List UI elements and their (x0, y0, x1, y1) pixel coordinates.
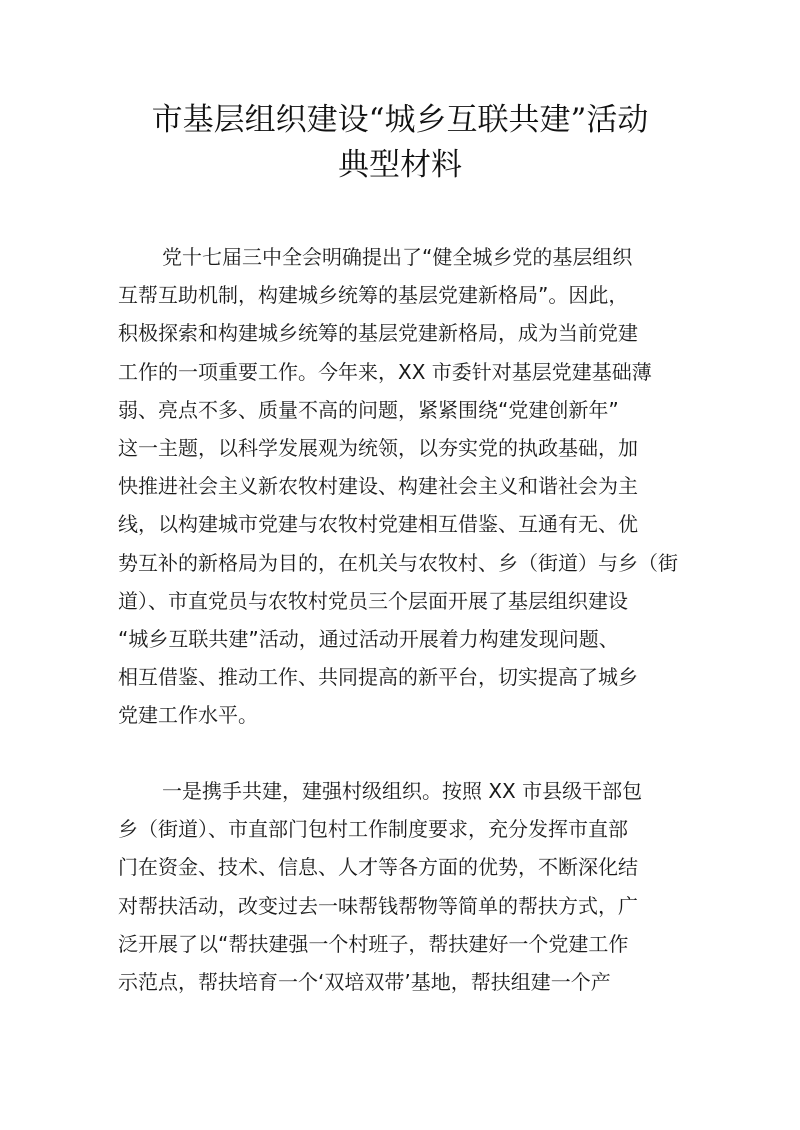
paragraph-line: 道）、市直党员与农牧村党员三个层面开展了基层组织建设 (118, 588, 628, 613)
paragraph-line: “城乡互联共建”活动，通过活动开展着力构建发现问题、 (118, 626, 619, 651)
paragraph-line: 对帮扶活动，改变过去一味帮钱帮物等简单的帮扶方式，广 (118, 893, 638, 918)
paragraph-line: 门在资金、技术、信息、人才等各方面的优势，不断深化结 (118, 855, 638, 880)
paragraph-line: 党十七届三中全会明确提出了“健全城乡党的基层组织 (162, 245, 633, 269)
paragraph-line: 乡（街道）、市直部门包村工作制度要求，充分发挥市直部 (118, 817, 628, 842)
paragraph-line: 快推进社会主义新农牧村建设、构建社会主义和谐社会为主 (118, 474, 638, 499)
paragraph-line: 这一主题，以科学发展观为统领，以夯实党的执政基础，加 (118, 435, 638, 460)
paragraph-line: 工作的一项重要工作。今年来，XX 市委针对基层党建基础薄 (118, 359, 652, 384)
paragraph-line: 积极探索和构建城乡统筹的基层党建新格局，成为当前党建 (118, 321, 638, 346)
paragraph-line: 泛开展了以“帮扶建强一个村班子，帮扶建好一个党建工作 (118, 931, 629, 956)
document-title-line-2: 典型材料 (338, 147, 462, 183)
document-title-line-1: 市基层组织建设“城乡互联共建”活动 (151, 102, 649, 138)
paragraph-line: 势互补的新格局为目的，在机关与农牧村、乡（街道）与乡（街 (118, 550, 678, 575)
paragraph-line: 党建工作水平。 (118, 703, 258, 728)
paragraph-line: 一是携手共建，建强村级组织。按照 XX 市县级干部包 (162, 779, 643, 803)
paragraph-line: 互帮互助机制，构建城乡统筹的基层党建新格局”。因此， (118, 283, 629, 308)
paragraph-1 (118, 238, 682, 734)
paragraph-2 (118, 772, 682, 1001)
paragraph-line: 相互借鉴、推动工作、共同提高的新平台，切实提高了城乡 (118, 665, 638, 690)
paragraph-line: 线，以构建城市党建与农牧村党建相互借鉴、互通有无、优 (118, 512, 638, 537)
paragraph-line: 弱、亮点不多、质量不高的问题，紧紧围绕“党建创新年” (118, 397, 619, 422)
paragraph-line: 示范点，帮扶培育一个‘双培双带’基地，帮扶组建一个产 (118, 969, 611, 994)
